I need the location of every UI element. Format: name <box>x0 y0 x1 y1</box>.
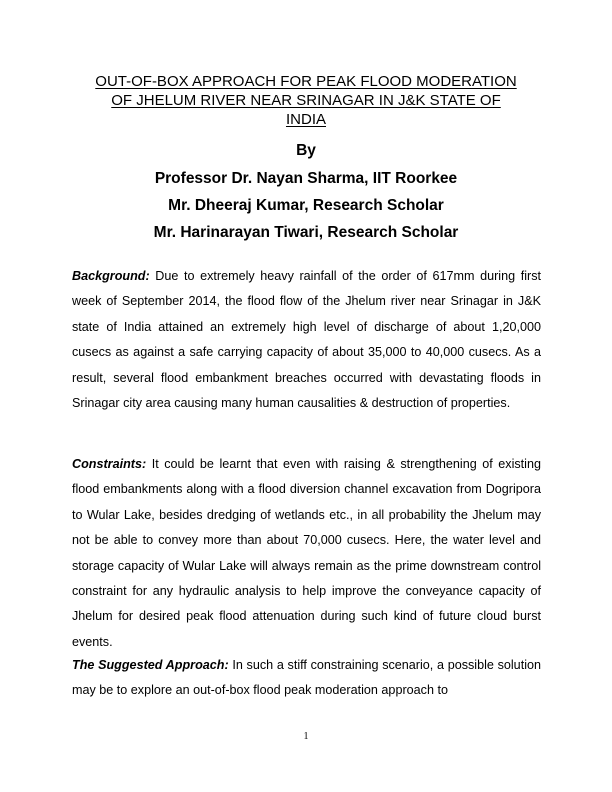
author-2: Mr. Dheeraj Kumar, Research Scholar <box>168 197 444 214</box>
by-label: By <box>296 142 316 159</box>
page-number: 1 <box>303 731 309 742</box>
suggested-approach-heading: The Suggested Approach: <box>72 658 229 672</box>
title-line-2: OF JHELUM RIVER NEAR SRINAGAR IN J&K STATE OF <box>111 92 501 109</box>
title-line-3: INDIA <box>285 111 326 128</box>
title-line-1: OUT-OF-BOX APPROACH FOR PEAK FLOOD MODERATION <box>95 73 517 90</box>
constraints-text: It could be learnt that even with raising & strengthening of existing flood embankments along with a flood diversion channel excavation from Dogripora to Wular Lake, besides dredging of wetlands etc., in all probability the Jhelum may not be able to convey more than about 70,000 cusecs. Here, the water level and storage capacity of Wular Lake will always remain as the prime downstream control constraint for any hydraulic analysis to help improve the conveyance capacity of Jhelum for desired peak flood attenuation during such kind of future cloud burst events. <box>72 457 541 649</box>
suggested-approach-text: In such a stiff constraining scenario, a possible solution may be to explore an out-of-box flood peak moderation approach to <box>72 658 541 698</box>
background-heading: Background: <box>72 269 150 283</box>
suggested-approach-paragraph <box>72 653 541 704</box>
document-title <box>60 72 552 129</box>
author-3: Mr. Harinarayan Tiwari, Research Scholar <box>153 224 459 241</box>
background-paragraph <box>72 264 541 416</box>
constraints-paragraph <box>72 452 541 655</box>
author-1: Professor Dr. Nayan Sharma, IIT Roorkee <box>154 170 458 187</box>
constraints-heading: Constraints: <box>72 457 147 471</box>
background-text: Due to extremely heavy rainfall of the order of 617mm during first week of September 2014, the flood flow of the Jhelum river near Srinagar in J&K state of India attained an extremely high level of discharge of about 1,20,000 cusecs as against a safe carrying capacity of about 35,000 to 40,000 cusecs. As a result, several flood embankment breaches occurred with devastating floods in Srinagar city area causing many human causalities & destruction of properties. <box>72 269 541 411</box>
